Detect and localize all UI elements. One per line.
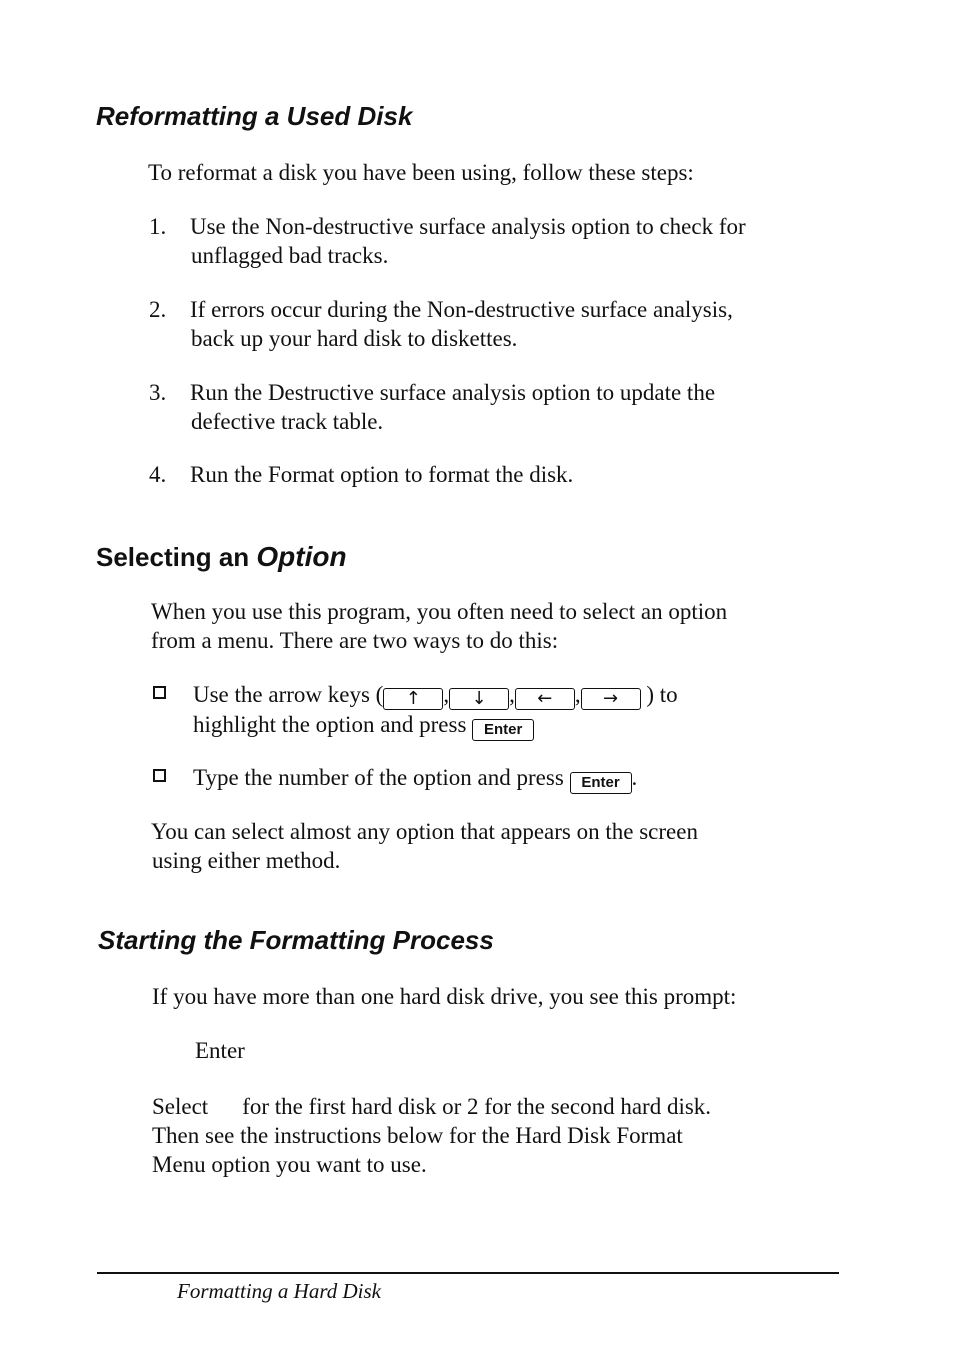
enter-key-icon: Enter <box>472 719 534 741</box>
bullet-text: Type the number of the option and press <box>193 765 564 790</box>
period: . <box>631 765 638 790</box>
step-text-cont: unflagged bad tracks. <box>191 243 389 268</box>
select-word: Select <box>152 1094 209 1119</box>
selecting-outro <box>151 817 698 875</box>
reformat-intro: To reformat a disk you have been using, follow these steps: <box>148 160 694 185</box>
section-heading-selecting-option <box>96 541 347 573</box>
separator: , <box>443 682 450 707</box>
bullet-text-cont: highlight the option and press <box>193 712 467 737</box>
step-number: 4. <box>149 462 167 487</box>
intro-line-2: from a menu. There are two ways to do this: <box>151 628 559 653</box>
intro-line-1: When you use this program, you often need to select an option <box>151 599 728 624</box>
select-line-1: for the first hard disk or 2 for the second hard disk. <box>242 1094 712 1119</box>
step-number: 1. <box>149 214 167 239</box>
outro-line-1: You can select almost any option that appears on the screen <box>151 819 698 844</box>
checkbox-bullet-icon <box>153 686 166 699</box>
section-heading-reformatting: Reformatting a Used Disk <box>96 101 413 131</box>
step-number: 3. <box>149 380 167 405</box>
bullet-type-number <box>193 763 637 794</box>
separator: , <box>509 682 515 707</box>
step-text: Run the Format option to format the disk. <box>190 462 574 487</box>
left-arrow-key-icon: ← <box>515 688 575 710</box>
footer-rule <box>97 1272 839 1274</box>
separator: , <box>574 682 581 707</box>
step-number: 2. <box>149 297 167 322</box>
select-instructions <box>152 1092 711 1179</box>
step-text: Run the Destructive surface analysis option to update the <box>190 380 716 405</box>
step-3 <box>149 378 715 436</box>
step-1 <box>149 212 746 270</box>
footer-title: Formatting a Hard Disk <box>177 1279 381 1303</box>
step-2 <box>149 295 733 353</box>
step-text: If errors occur during the Non-destructive surface analysis, <box>190 297 733 322</box>
outro-line-2: using either method. <box>152 848 341 873</box>
heading-italic: Option <box>256 541 347 572</box>
step-text-cont: defective track table. <box>191 409 384 434</box>
section-heading-starting-formatting: Starting the Formatting Process <box>98 925 494 955</box>
prompt-text: Enter <box>195 1038 245 1063</box>
bullet-text-suffix: ) to <box>646 682 678 707</box>
enter-key-icon: Enter <box>570 772 632 794</box>
checkbox-bullet-icon <box>153 769 166 782</box>
step-4 <box>149 460 573 489</box>
right-arrow-key-icon: → <box>581 688 641 710</box>
starting-intro: If you have more than one hard disk drive, you see this prompt: <box>152 984 737 1009</box>
bullet-text: Use the arrow keys ( <box>193 682 384 707</box>
down-arrow-key-icon: ↓ <box>449 688 509 710</box>
bullet-arrow-keys <box>193 680 678 741</box>
up-arrow-key-icon: ↑ <box>383 688 443 710</box>
heading-plain: Selecting an <box>96 542 257 572</box>
select-line-2: Then see the instructions below for the Hard Disk Format <box>152 1123 683 1148</box>
selecting-intro <box>151 597 727 655</box>
step-text: Use the Non-destructive surface analysis option to check for <box>190 214 746 239</box>
step-text-cont: back up your hard disk to diskettes. <box>191 326 518 351</box>
select-line-3: Menu option you want to use. <box>152 1152 427 1177</box>
